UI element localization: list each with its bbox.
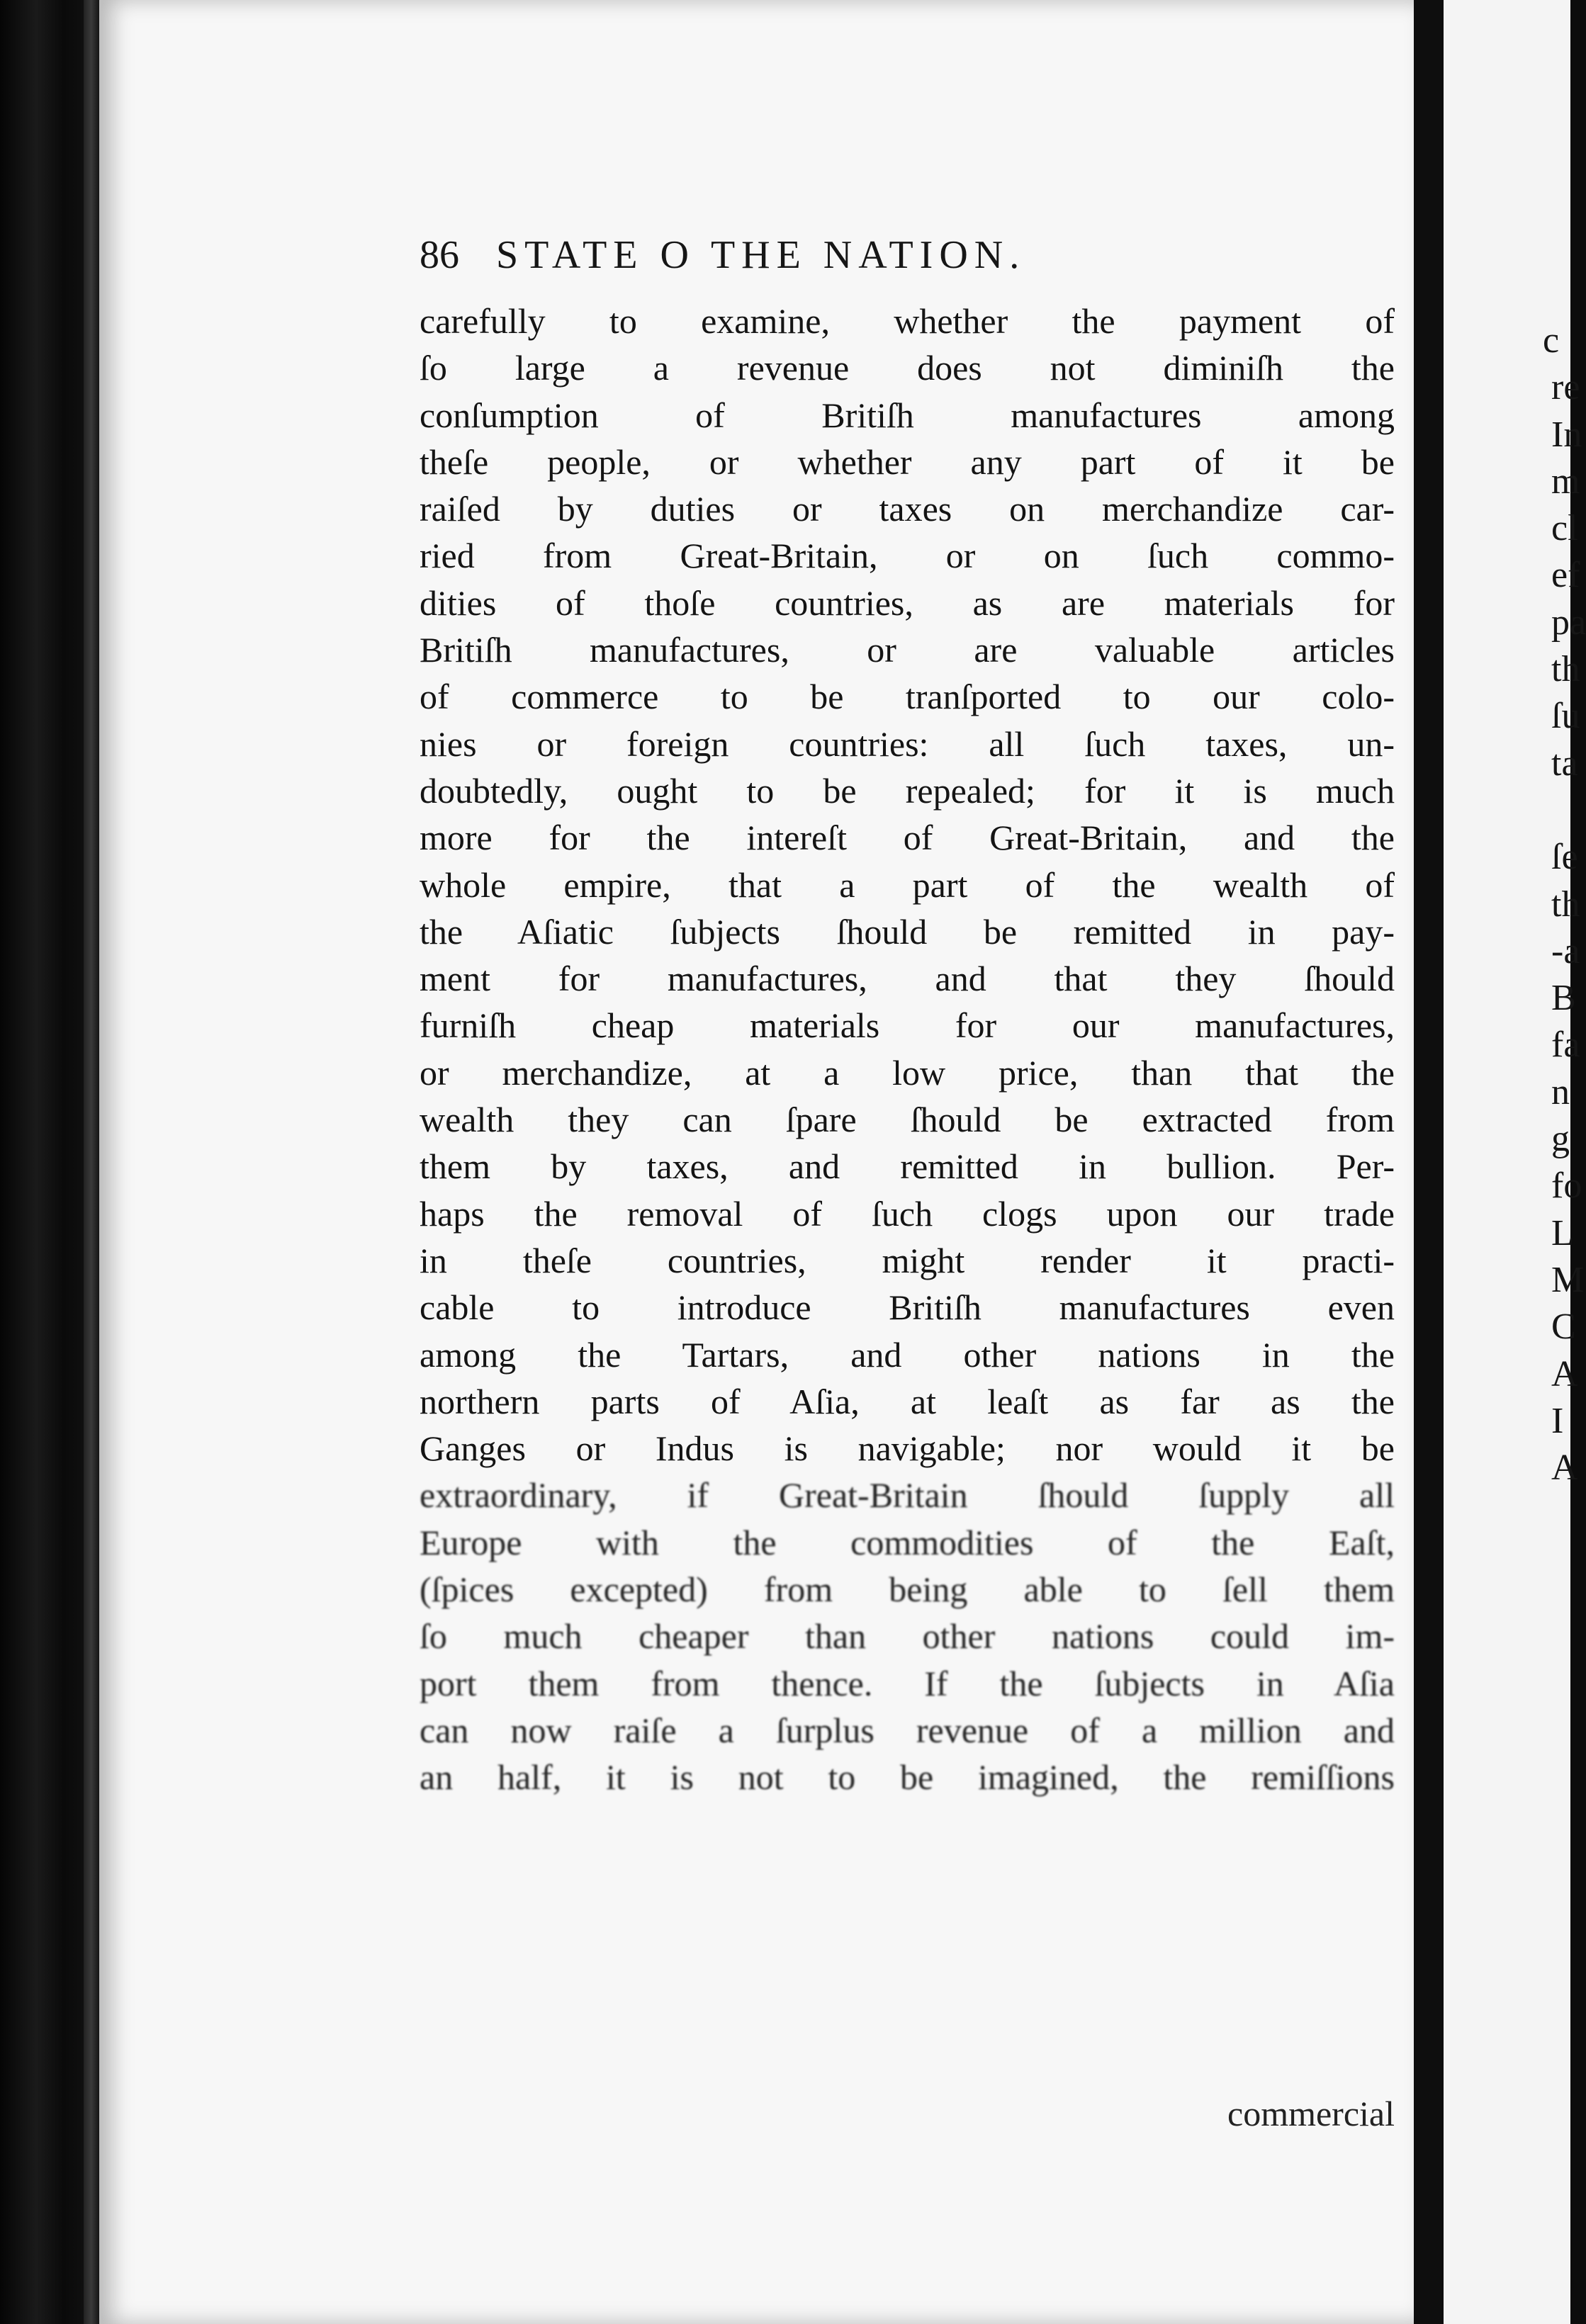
text-line: cable to introduce Britiſh manufactures even (420, 1287, 1395, 1328)
facing-page-fragment: -a (1551, 930, 1580, 971)
text-line: dities of thoſe countries, as are materials for (420, 582, 1395, 623)
text-line: Ganges or Indus is navigable; nor would it be (420, 1428, 1395, 1469)
text-line: furniſh cheap materials for our manufactures, (420, 1005, 1395, 1046)
text-line: them by taxes, and remitted in bullion. Per- (420, 1146, 1395, 1187)
text-line: ried from Great-Britain, or on ſuch commo- (420, 536, 1395, 576)
facing-page-fragment: C (1551, 1307, 1576, 1348)
facing-page-fragment: A (1551, 1448, 1578, 1489)
facing-page-fragment: In (1551, 414, 1582, 455)
facing-page-fragment: n (1551, 1071, 1570, 1112)
text-line: or merchandize, at a low price, than that the (420, 1052, 1395, 1093)
text-line: Europe with the commodities of the Eaſt, (420, 1522, 1395, 1562)
text-line: Britiſh manufactures, or are valuable articles (420, 630, 1395, 670)
facing-page-fragment: ſe (1551, 837, 1578, 878)
facing-page-fragment: ſu (1551, 696, 1580, 737)
text-line: ſo much cheaper than other nations could im- (420, 1616, 1395, 1657)
facing-page-fragment: fo (1551, 1166, 1582, 1207)
facing-page-fragment: M (1551, 1259, 1585, 1300)
facing-page-fragment: B (1551, 978, 1576, 1019)
text-line: raiſed by duties or taxes on merchandize car- (420, 489, 1395, 529)
text-line: port them from thence. If the ſubjects in Aſia (420, 1663, 1395, 1703)
text-line: of commerce to be tranſported to our colo- (420, 677, 1395, 717)
facing-page-fragment: L (1551, 1212, 1574, 1253)
text-line: carefully to examine, whether the payment of (420, 301, 1395, 341)
facing-page-fragment: fa (1551, 1025, 1580, 1066)
text-line: among the Tartars, and other nations in the (420, 1334, 1395, 1375)
text-line: more for the intereſt of Great-Britain, and the (420, 818, 1395, 858)
facing-page-fragment (1444, 787, 1586, 834)
facing-page-fragment: ta (1551, 743, 1578, 784)
facing-page-fragment: m (1551, 461, 1580, 502)
body-text (420, 298, 1395, 2133)
facing-page-fragment: re (1551, 367, 1580, 408)
text-line: conſumption of Britiſh manufactures among (420, 395, 1395, 435)
facing-page-fragment: I (1551, 1400, 1564, 1441)
text-line: northern parts of Aſia, at leaſt as far as the (420, 1381, 1395, 1421)
text-line: an half, it is not to be imagined, the remiſſions (420, 1757, 1395, 1798)
text-line: doubtedly, ought to be repealed; for it is much (420, 770, 1395, 811)
text-line: wealth they can ſpare ſhould be extracted from (420, 1100, 1395, 1140)
running-head (420, 232, 1025, 278)
text-line: nies or foreign countries: all ſuch taxes, un- (420, 723, 1395, 764)
running-head-title: STATE O THE NATION. (496, 233, 1026, 277)
text-line: haps the removal of ſuch clogs upon our trade (420, 1193, 1395, 1234)
catchword: commercial (1227, 2094, 1395, 2133)
text-line: whole empire, that a part of the wealth of (420, 864, 1395, 905)
facing-page-fragment: g (1551, 1119, 1570, 1160)
text-line: the Aſiatic ſubjects ſhould be remitted in pay- (420, 911, 1395, 952)
facing-page-edge (1444, 0, 1586, 2324)
facing-page-text (1444, 317, 1586, 1491)
text-line: ſo large a revenue does not diminiſh the (420, 348, 1395, 388)
facing-page-fragment: pa (1551, 602, 1586, 643)
binding-edge (84, 0, 99, 2324)
facing-page-fragment: th (1551, 649, 1580, 690)
text-line: ment for manufactures, and that they ſhould (420, 959, 1395, 999)
text-line: extraordinary, if Great-Britain ſhould ſupply all (420, 1475, 1395, 1516)
facing-page-fragment: ef (1551, 555, 1580, 596)
page-number: 86 (420, 233, 459, 277)
book-page (99, 0, 1414, 2324)
facing-page-fragment: th (1551, 884, 1580, 925)
facing-page-fragment: A (1551, 1353, 1578, 1394)
text-line: theſe people, or whether any part of it be (420, 441, 1395, 482)
text-line: in theſe countries, might render it practi- (420, 1240, 1395, 1280)
page-gutter (1414, 0, 1444, 2324)
text-line: (ſpices excepted) from being able to ſell them (420, 1569, 1395, 1610)
book-binding (0, 0, 91, 2324)
facing-page-fragment: c (1543, 320, 1560, 361)
text-line: can now raiſe a ſurplus revenue of a million and (420, 1710, 1395, 1750)
facing-page-fragment: cl (1551, 508, 1578, 549)
